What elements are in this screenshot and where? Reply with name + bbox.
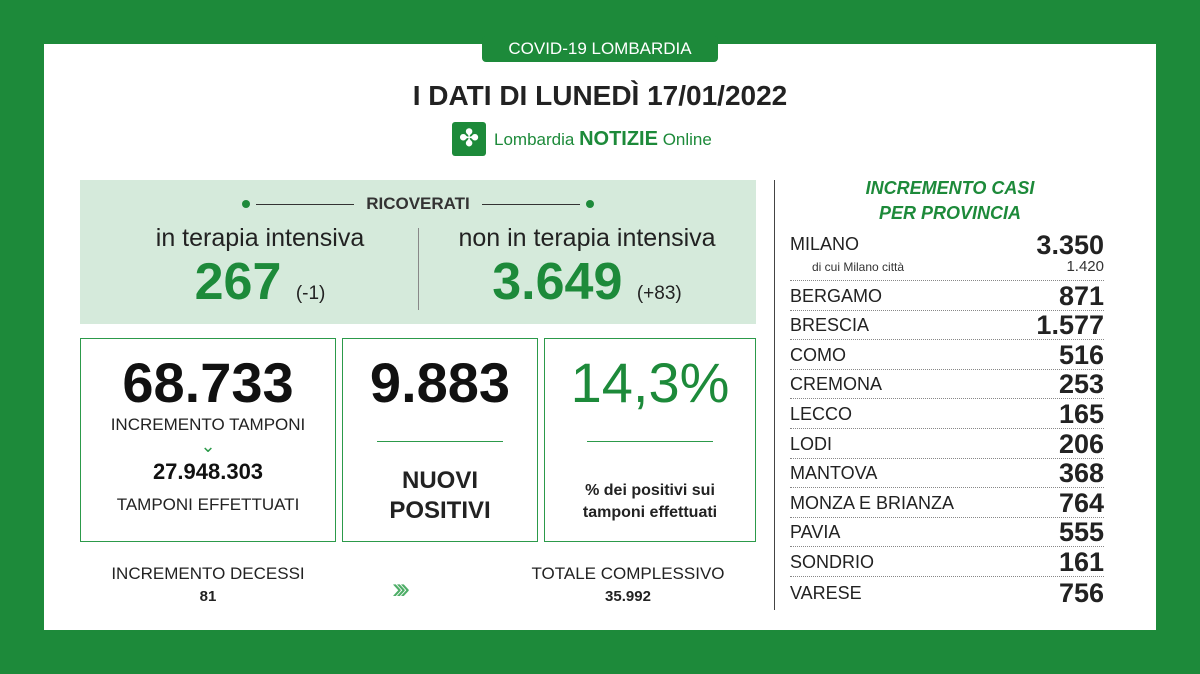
province-row [790, 340, 1104, 370]
totale-label: TOTALE COMPLESSIVO [531, 564, 725, 583]
logo-text-online: Online [662, 129, 712, 149]
province-row [790, 577, 1104, 607]
divider-line [587, 441, 713, 442]
logo-text [494, 128, 712, 151]
clover-logo-icon: ✤ [452, 122, 486, 156]
province-row [790, 311, 1104, 341]
province-name: LODI [790, 433, 833, 454]
decessi-value: 81 [199, 588, 217, 605]
positivi-label [343, 466, 537, 526]
non-intensiva-number: 3.649 [492, 253, 623, 311]
province-value: 764 [1058, 487, 1104, 518]
terapia-intensiva [110, 224, 410, 323]
tamponi-total: 27.948.303 [152, 459, 264, 484]
percentuale-label [545, 480, 755, 524]
logo [452, 122, 712, 156]
positivi-label-2: POSITIVI [389, 497, 491, 524]
vertical-divider [418, 228, 419, 310]
vertical-separator [774, 180, 775, 610]
ricoverati-header [80, 194, 756, 214]
province-row-milano [790, 230, 1104, 281]
province-name: BERGAMO [790, 285, 883, 306]
province-row [790, 459, 1104, 489]
percentuale-label-1: % dei positivi sui [585, 482, 715, 499]
province-value: 516 [1058, 339, 1104, 370]
dot-icon [242, 200, 250, 208]
page-title: I DATI DI LUNEDÌ 17/01/2022 [412, 80, 788, 111]
percentuale-value: 14,3% [570, 351, 730, 414]
province-row [790, 429, 1104, 459]
province-row [790, 370, 1104, 400]
province-value: 161 [1058, 546, 1104, 577]
intensiva-caption: in terapia intensiva [155, 224, 365, 252]
province-name: COMO [790, 344, 846, 365]
positivi-value: 9.883 [369, 351, 511, 414]
dot-icon [586, 200, 594, 208]
triple-chevron-right-icon: ››› [392, 572, 404, 605]
logo-text-lombardia: Lombardia [494, 129, 575, 149]
percentuale-box [544, 338, 756, 542]
divider-line [256, 204, 354, 205]
tamponi-total-label: TAMPONI EFFETTUATI [116, 495, 300, 514]
province-value: 756 [1058, 577, 1104, 608]
province-name: MANTOVA [790, 463, 878, 484]
decessi [80, 564, 336, 605]
percentuale-label-2: tamponi effettuati [582, 504, 718, 521]
province-name: MILANO [790, 234, 860, 254]
province-value: 165 [1058, 398, 1104, 429]
header-pill: COVID-19 LOMBARDIA [482, 36, 718, 62]
province-name: LECCO [790, 403, 853, 424]
ricoverati-panel [80, 180, 756, 324]
province-name: CREMONA [790, 374, 883, 395]
non-terapia-intensiva [432, 224, 742, 323]
positivi-box [342, 338, 538, 542]
province-row [790, 281, 1104, 311]
totale [500, 564, 756, 605]
province-row [790, 547, 1104, 577]
intensiva-delta: (-1) [295, 283, 326, 304]
province-value: 253 [1058, 369, 1104, 400]
province-list [790, 230, 1104, 607]
province-value: 206 [1058, 428, 1104, 459]
province-value: 3.350 [1036, 230, 1104, 260]
divider-line [482, 204, 580, 205]
decessi-label: INCREMENTO DECESSI [111, 564, 305, 583]
province-value: 555 [1058, 517, 1104, 548]
logo-text-notizie: NOTIZIE [579, 127, 658, 150]
province-row [790, 399, 1104, 429]
province-title [800, 176, 1100, 226]
province-name: BRESCIA [790, 315, 870, 336]
province-name: MONZA E BRIANZA [790, 492, 955, 513]
province-name: VARESE [790, 582, 862, 603]
province-row [790, 488, 1104, 518]
positivi-label-1: NUOVI [401, 467, 478, 494]
tamponi-value: 68.733 [122, 351, 294, 414]
province-name: SONDRIO [790, 551, 875, 572]
divider-line [377, 441, 503, 442]
province-title-1: INCREMENTO CASI [865, 178, 1035, 198]
intensiva-value [110, 253, 410, 323]
tamponi-label: INCREMENTO TAMPONI [110, 415, 306, 434]
milano-citta-value: 1.420 [1066, 258, 1104, 275]
non-intensiva-value [432, 253, 742, 323]
chevron-down-icon: ⌄ [200, 436, 216, 456]
province-value: 1.577 [1036, 310, 1104, 341]
province-row [790, 518, 1104, 548]
non-intensiva-delta: (+83) [636, 283, 682, 304]
non-intensiva-caption: non in terapia intensiva [458, 224, 716, 252]
totale-value: 35.992 [605, 588, 651, 605]
ricoverati-label: RICOVERATI [366, 194, 470, 213]
tamponi-box [80, 338, 336, 542]
province-value: 368 [1058, 458, 1104, 489]
intensiva-number: 267 [194, 253, 282, 311]
milano-citta-label: di cui Milano città [812, 260, 905, 274]
province-title-2: PER PROVINCIA [878, 203, 1022, 223]
province-value: 871 [1058, 280, 1104, 311]
province-name: PAVIA [790, 522, 841, 543]
